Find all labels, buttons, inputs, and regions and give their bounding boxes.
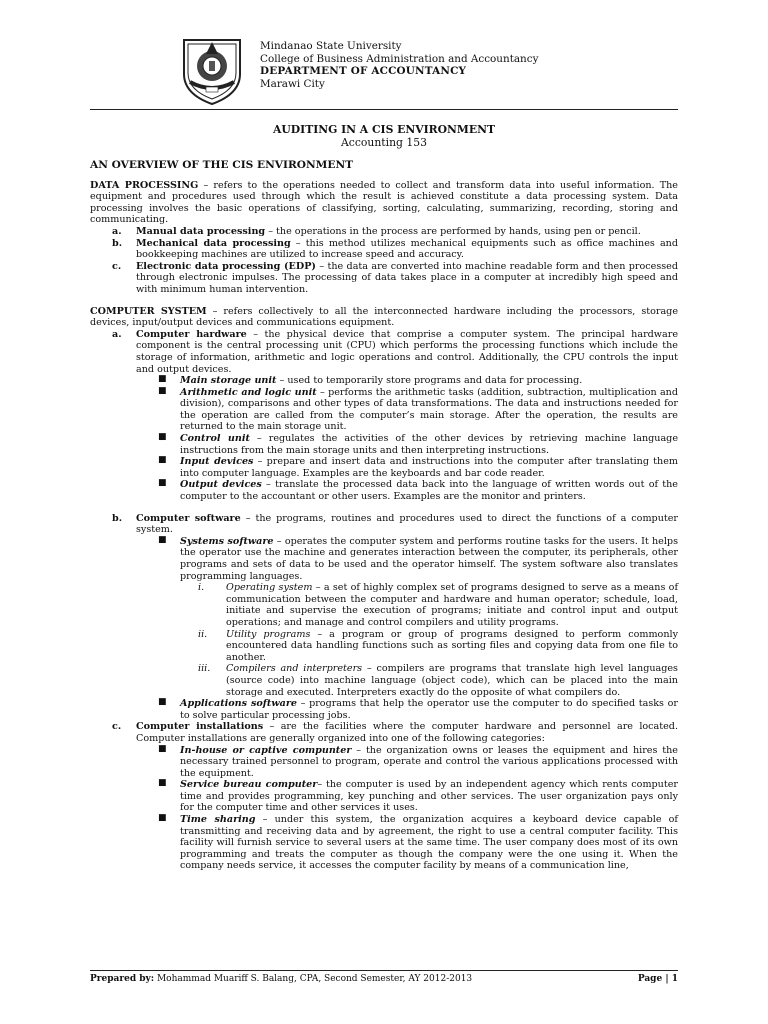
term: Computer hardware xyxy=(136,328,247,340)
document-title-block xyxy=(90,123,678,149)
list-marker: c. xyxy=(112,260,122,272)
roman-marker: ii. xyxy=(198,628,208,640)
definition: – the organization owns or leases the equipment and hires the necessary trained personnel to program, operate and control the various applications processed with the equipment. xyxy=(180,744,678,779)
definition: – refers to the operations needed to collect and transform data into useful information. The equipment and procedures used through which the result is achieved constitute a data processing system. Data processing involves the basic operations of classifying, sorting, calculating, summarizing, recording, storing and communicating. xyxy=(90,179,678,226)
roman-item xyxy=(90,582,678,628)
list-marker: c. xyxy=(112,721,122,733)
term: Arithmetic and logic unit xyxy=(180,386,317,398)
term: Compilers and interpreters xyxy=(226,663,363,675)
term: Computer installations xyxy=(136,721,264,733)
college-name: College of Business Administration and Accountancy xyxy=(260,52,539,65)
square-bullet-icon: ■ xyxy=(158,697,167,708)
definition: – regulates the activities of the other devices by retrieving machine language instructions from the main storage units and then interpreting instructions. xyxy=(180,433,678,456)
square-bullet-icon: ■ xyxy=(158,743,167,754)
definition: – refers collectively to all the interconnected hardware including the processors, storage devices, input/output devices and communications equipment. xyxy=(90,305,678,329)
list-item-installations xyxy=(90,721,678,744)
term: Applications software xyxy=(180,698,297,710)
roman-marker: iii. xyxy=(198,663,211,675)
list-item-hardware xyxy=(90,329,678,375)
bullet-item xyxy=(90,375,678,387)
definition: – prepare and insert data and instructions into the computer after translating them into computer language. Examples are the keyboards and bar code reader. xyxy=(180,456,678,479)
section-heading: AN OVERVIEW OF THE CIS ENVIRONMENT xyxy=(90,159,354,171)
data-processing-paragraph xyxy=(90,180,678,226)
bullet-item xyxy=(90,536,678,582)
prepared-text: Mohammad Muariff S. Balang, CPA, Second Semester, AY 2012-2013 xyxy=(154,974,473,984)
list-marker: b. xyxy=(112,237,123,249)
definition: – are the facilities where the computer hardware and personnel are located. Computer installations are generally organized into one of the following categories: xyxy=(136,721,678,744)
bullet-item xyxy=(90,779,678,814)
term: In-house or captive compunter xyxy=(180,744,352,756)
prepared-by xyxy=(90,974,472,985)
header-divider xyxy=(90,109,678,110)
list-marker: b. xyxy=(112,512,123,524)
bullet-item xyxy=(90,814,678,872)
letterhead xyxy=(176,34,676,110)
term: Service bureau computer xyxy=(180,779,318,791)
square-bullet-icon: ■ xyxy=(158,778,167,789)
definition: – this method utilizes mechanical equipments such as office machines and bookkeeping machines are utilized to increase speed and accuracy. xyxy=(136,237,678,261)
term: DATA PROCESSING xyxy=(90,179,199,191)
term: Systems software xyxy=(180,535,274,547)
definition: – performs the arithmetic tasks (addition, subtraction, multiplication and division), comparisons and other types of data transformations. The data and instructions needed for the operation are called from the computer’s main storage. After the operation, the results are returned to the main storage unit. xyxy=(180,386,679,433)
definition: – the data are converted into machine readable form and then processed through electronic impulses. The processing of data takes place in a computer at incredibly high speed and with minimum human intervention. xyxy=(136,260,678,295)
square-bullet-icon: ■ xyxy=(158,374,167,385)
term: Main storage unit xyxy=(180,375,277,387)
list-item-software xyxy=(90,513,678,536)
computer-system-paragraph xyxy=(90,306,678,329)
square-bullet-icon: ■ xyxy=(158,813,167,824)
definition: – used to temporarily store programs and data for processing. xyxy=(276,375,583,387)
bullet-item xyxy=(90,745,678,780)
square-bullet-icon: ■ xyxy=(158,432,167,443)
roman-item xyxy=(90,663,678,698)
definition: – the operations in the process are performed by hands, using pen or pencil. xyxy=(265,225,641,237)
term: Computer software xyxy=(136,512,241,524)
definition: – the computer is used by an independent agency which rents computer time and provides programming, key punching and other services. The user organization pays only for the computer time and other services it uses. xyxy=(180,779,678,814)
square-bullet-icon: ■ xyxy=(158,478,167,489)
list-marker: a. xyxy=(112,328,122,340)
term: Input devices xyxy=(180,456,254,468)
department-name: DEPARTMENT OF ACCOUNTANCY xyxy=(260,65,467,77)
roman-marker: i. xyxy=(198,582,205,594)
definition: – operates the computer system and performs routine tasks for the users. It helps the operator use the machine and generates interaction between the computer, its peripherals, other programs and sets of data to be used and the operator himself. The system software also translates programming languages. xyxy=(180,535,678,582)
university-seal-logo xyxy=(176,34,248,106)
document-title: AUDITING IN A CIS ENVIRONMENT xyxy=(272,123,495,136)
bullet-item xyxy=(90,387,678,433)
list-item xyxy=(90,261,678,296)
square-bullet-icon: ■ xyxy=(158,455,167,466)
term: Control unit xyxy=(180,433,250,445)
term: Time sharing xyxy=(180,814,256,826)
bullet-item xyxy=(90,456,678,479)
institution-block xyxy=(260,40,538,90)
university-name: Mindanao State University xyxy=(260,40,402,52)
bullet-item xyxy=(90,479,678,502)
term: Operating system xyxy=(226,582,313,594)
definition: – translate the processed data back into the language of written words out of the computer to the accountant or other users. Examples are the monitor and printers. xyxy=(180,479,678,503)
city-name: Marawi City xyxy=(260,77,325,90)
list-marker: a. xyxy=(112,225,122,237)
square-bullet-icon: ■ xyxy=(158,385,167,396)
page-number: Page | 1 xyxy=(637,974,678,984)
term: Mechanical data processing xyxy=(136,237,291,249)
definition: – the physical device that comprise a computer system. The principal hardware component is the central processing unit (CPU) which performs the processing functions which include the storage of information, arithmetic and logic operations and control. Additionally, the CPU controls the input and output devices. xyxy=(136,328,678,375)
prepared-label: Prepared by: xyxy=(90,974,155,984)
term: Manual data processing xyxy=(136,225,266,237)
list-item xyxy=(90,226,678,238)
term: Utility programs xyxy=(226,628,311,640)
definition: – compilers are programs that translate high level languages (source code) into machine language (object code), which can be placed into the main storage and executed. Interpreters exactly do the opposite of what compilers do. xyxy=(226,663,678,698)
definition: – a program or group of programs designed to perform commonly encountered data handling functions such as sorting files and copying data from one file to another. xyxy=(226,628,678,663)
footer-divider xyxy=(90,970,678,971)
bullet-item xyxy=(90,698,678,721)
course-code: Accounting 153 xyxy=(341,136,427,149)
list-item xyxy=(90,238,678,261)
definition: – a set of highly complex set of programs designed to serve as a means of communication between the computer and hardware and human operator; schedule, load, initiate and supervise the execution of programs; initiate and control input and output operations; and manage and control compilers and utility programs. xyxy=(226,582,678,628)
roman-item xyxy=(90,629,678,664)
bullet-item xyxy=(90,433,678,456)
term: Electronic data processing (EDP) xyxy=(136,260,316,272)
definition: – programs that help the operator use the computer to do specified tasks or to solve particular processing jobs. xyxy=(180,698,678,721)
definition: – the programs, routines and procedures used to direct the functions of a computer system. xyxy=(136,512,678,536)
term: COMPUTER SYSTEM xyxy=(90,305,207,317)
term: Output devices xyxy=(180,479,262,491)
document-body xyxy=(90,160,678,872)
definition: – under this system, the organization acquires a keyboard device capable of transmitting and receiving data and by agreement, the right to use a central computer facility. This facility will furnish service to several users at the same time. The user company does most of its own programming and treats the computer as though the company were the one using it. When the company needs service, it accesses the computer facility by means of a communication line, xyxy=(180,814,678,872)
square-bullet-icon: ■ xyxy=(158,534,167,545)
